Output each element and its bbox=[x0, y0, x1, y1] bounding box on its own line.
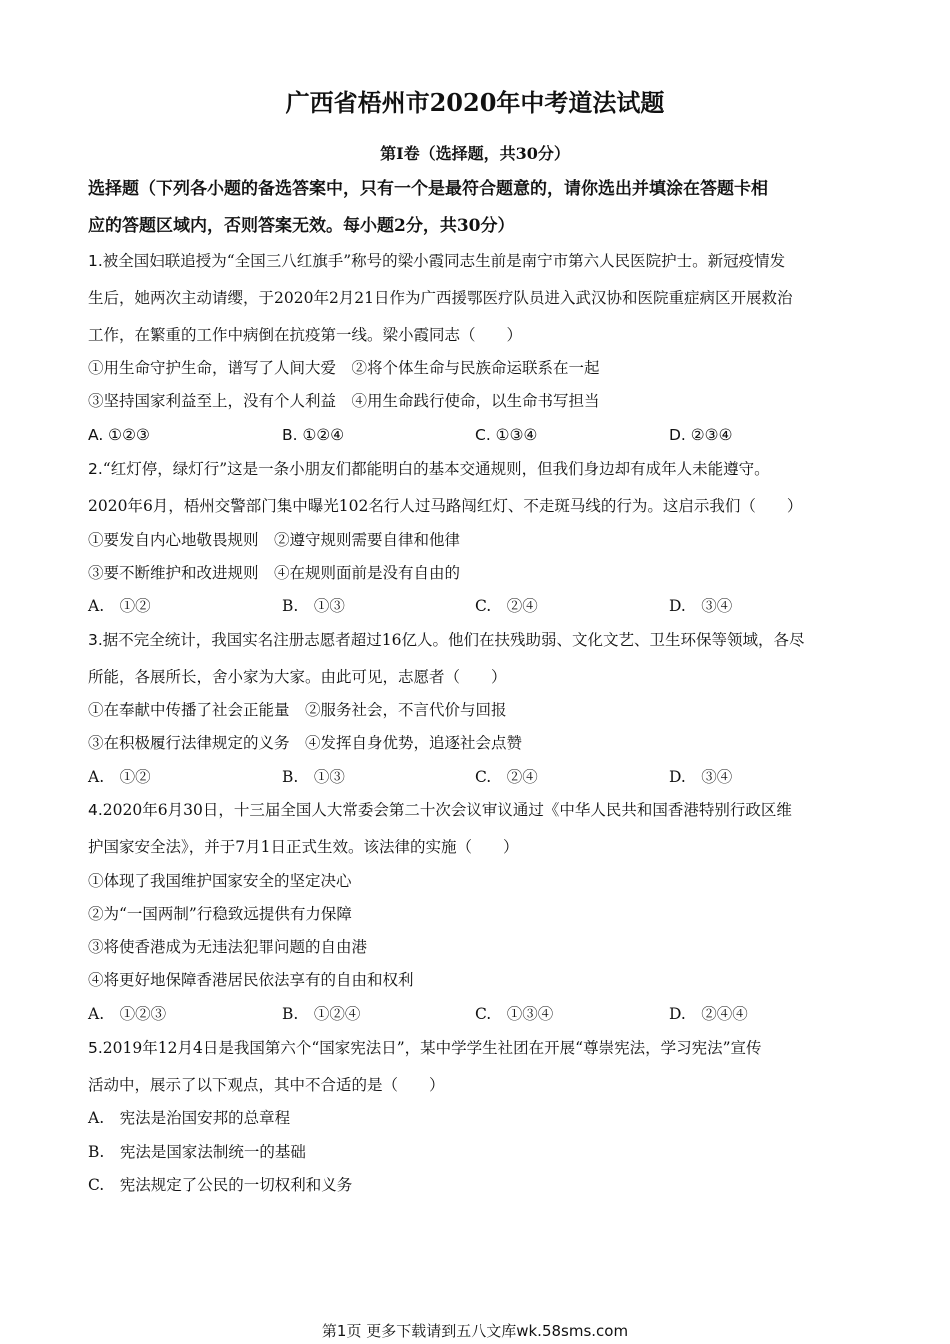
question-2-option-c: C. ②④ bbox=[475, 597, 538, 615]
question-4-statement-3: ③将使香港成为无违法犯罪问题的自由港 bbox=[88, 938, 368, 956]
question-4-line-1: 4.2020年6月30日，十三届全国人大常委会第二十次会议审议通过《中华人民共和国香港特别行政区维 bbox=[88, 801, 792, 819]
question-2-statement-2: ③要不断维护和改进规则 ④在规则面前是没有自由的 bbox=[88, 564, 461, 582]
question-3-option-b: B. ①③ bbox=[282, 768, 345, 786]
section-heading: 第Ⅰ卷（选择题，共30分） bbox=[380, 144, 570, 163]
question-1-line-2: 生后，她两次主动请缨，于2020年2月21日作为广西援鄂医疗队员进入武汉协和医院重症病区开展救治 bbox=[88, 289, 793, 307]
question-1-line-1: 1.被全国妇联追授为“全国三八红旗手”称号的梁小霞同志生前是南宁市第六人民医院护士。新冠疫情发 bbox=[88, 252, 786, 270]
question-4-statement-2: ②为“一国两制”行稳致远提供有力保障 bbox=[88, 905, 352, 923]
question-3-number: 3. bbox=[88, 631, 103, 649]
question-1-statement-1: ①用生命守护生命，谱写了人间大爱 ②将个体生命与民族命运联系在一起 bbox=[88, 359, 600, 377]
question-1-statement-2: ③坚持国家利益至上，没有个人利益 ④用生命践行使命，以生命书写担当 bbox=[88, 392, 600, 410]
question-4-statement-4: ④将更好地保障香港居民依法享有的自由和权利 bbox=[88, 971, 414, 989]
question-5-line-1: 5.2019年12月4日是我国第六个“国家宪法日”，某中学学生社团在开展“尊崇宪法，学习宪法”宣传 bbox=[88, 1039, 762, 1057]
question-3-line-1: 3.据不完全统计，我国实名注册志愿者超过16亿人。他们在扶残助弱、文化文艺、卫生环保等领域，各尽 bbox=[88, 631, 805, 649]
question-3-option-c: C. ②④ bbox=[475, 768, 538, 786]
question-3-option-d: D. ③④ bbox=[669, 768, 733, 786]
question-3-option-a: A. ①② bbox=[88, 768, 151, 786]
question-3-statement-2: ③在积极履行法律规定的义务 ④发挥自身优势，追逐社会点赞 bbox=[88, 734, 523, 752]
question-1-number: 1. bbox=[88, 252, 103, 270]
question-2-option-a: A. ①② bbox=[88, 597, 151, 615]
question-1-option-d: D. ②③④ bbox=[669, 426, 733, 444]
question-1-line-3: 工作，在繁重的工作中病倒在抗疫第一线。梁小霞同志（ ） bbox=[88, 326, 523, 344]
question-5-option-a: A. 宪法是治国安邦的总章程 bbox=[88, 1109, 291, 1127]
question-4-number: 4. bbox=[88, 801, 103, 819]
question-3-line-2: 所能，各展所长，舍小家为大家。由此可见，志愿者（ ） bbox=[88, 668, 507, 686]
question-3-statement-1: ①在奉献中传播了社会正能量 ②服务社会，不言代价与回报 bbox=[88, 701, 507, 719]
page-footer: 第1页 更多下载请到五八文库wk.58sms.com bbox=[321, 1322, 629, 1340]
question-1-option-a: A. ①②③ bbox=[88, 426, 150, 444]
question-5-number: 5. bbox=[88, 1039, 103, 1057]
question-4-option-d: D. ②④④ bbox=[669, 1005, 748, 1023]
question-5-option-c: C. 宪法规定了公民的一切权利和义务 bbox=[88, 1176, 353, 1194]
question-1-option-b: B. ①②④ bbox=[282, 426, 345, 444]
question-2-line-1: 2.“红灯停，绿灯行”这是一条小朋友们都能明白的基本交通规则，但我们身边却有成年人未能遵守。 bbox=[88, 460, 770, 478]
question-4-option-b: B. ①②④ bbox=[282, 1005, 361, 1023]
question-2-number: 2. bbox=[88, 460, 103, 478]
question-2-option-d: D. ③④ bbox=[669, 597, 733, 615]
instructions-line-2: 应的答题区域内，否则答案无效。每小题2分，共30分） bbox=[88, 216, 515, 236]
question-4-option-c: C. ①③④ bbox=[475, 1005, 554, 1023]
question-2-option-b: B. ①③ bbox=[282, 597, 345, 615]
question-2-statement-1: ①要发自内心地敬畏规则 ②遵守规则需要自律和他律 bbox=[88, 531, 461, 549]
question-4-option-a: A. ①②③ bbox=[88, 1005, 167, 1023]
page-title: 广西省梧州市2020年中考道法试题 bbox=[285, 88, 665, 117]
question-2-line-2: 2020年6月，梧州交警部门集中曝光102名行人过马路闯红灯、不走斑马线的行为。这启示我们（ ） bbox=[88, 497, 803, 515]
question-1-option-c: C. ①③④ bbox=[475, 426, 538, 444]
question-5-line-2: 活动中，展示了以下观点，其中不合适的是（ ） bbox=[88, 1076, 445, 1094]
question-4-statement-1: ①体现了我国维护国家安全的坚定决心 bbox=[88, 872, 352, 890]
question-5-option-b: B. 宪法是国家法制统一的基础 bbox=[88, 1143, 306, 1161]
instructions-line-1: 选择题（下列各小题的备选答案中，只有一个是最符合题意的，请你选出并填涂在答题卡相 bbox=[88, 179, 768, 199]
question-4-line-2: 护国家安全法》，并于7月1日正式生效。该法律的实施（ ） bbox=[88, 838, 519, 856]
